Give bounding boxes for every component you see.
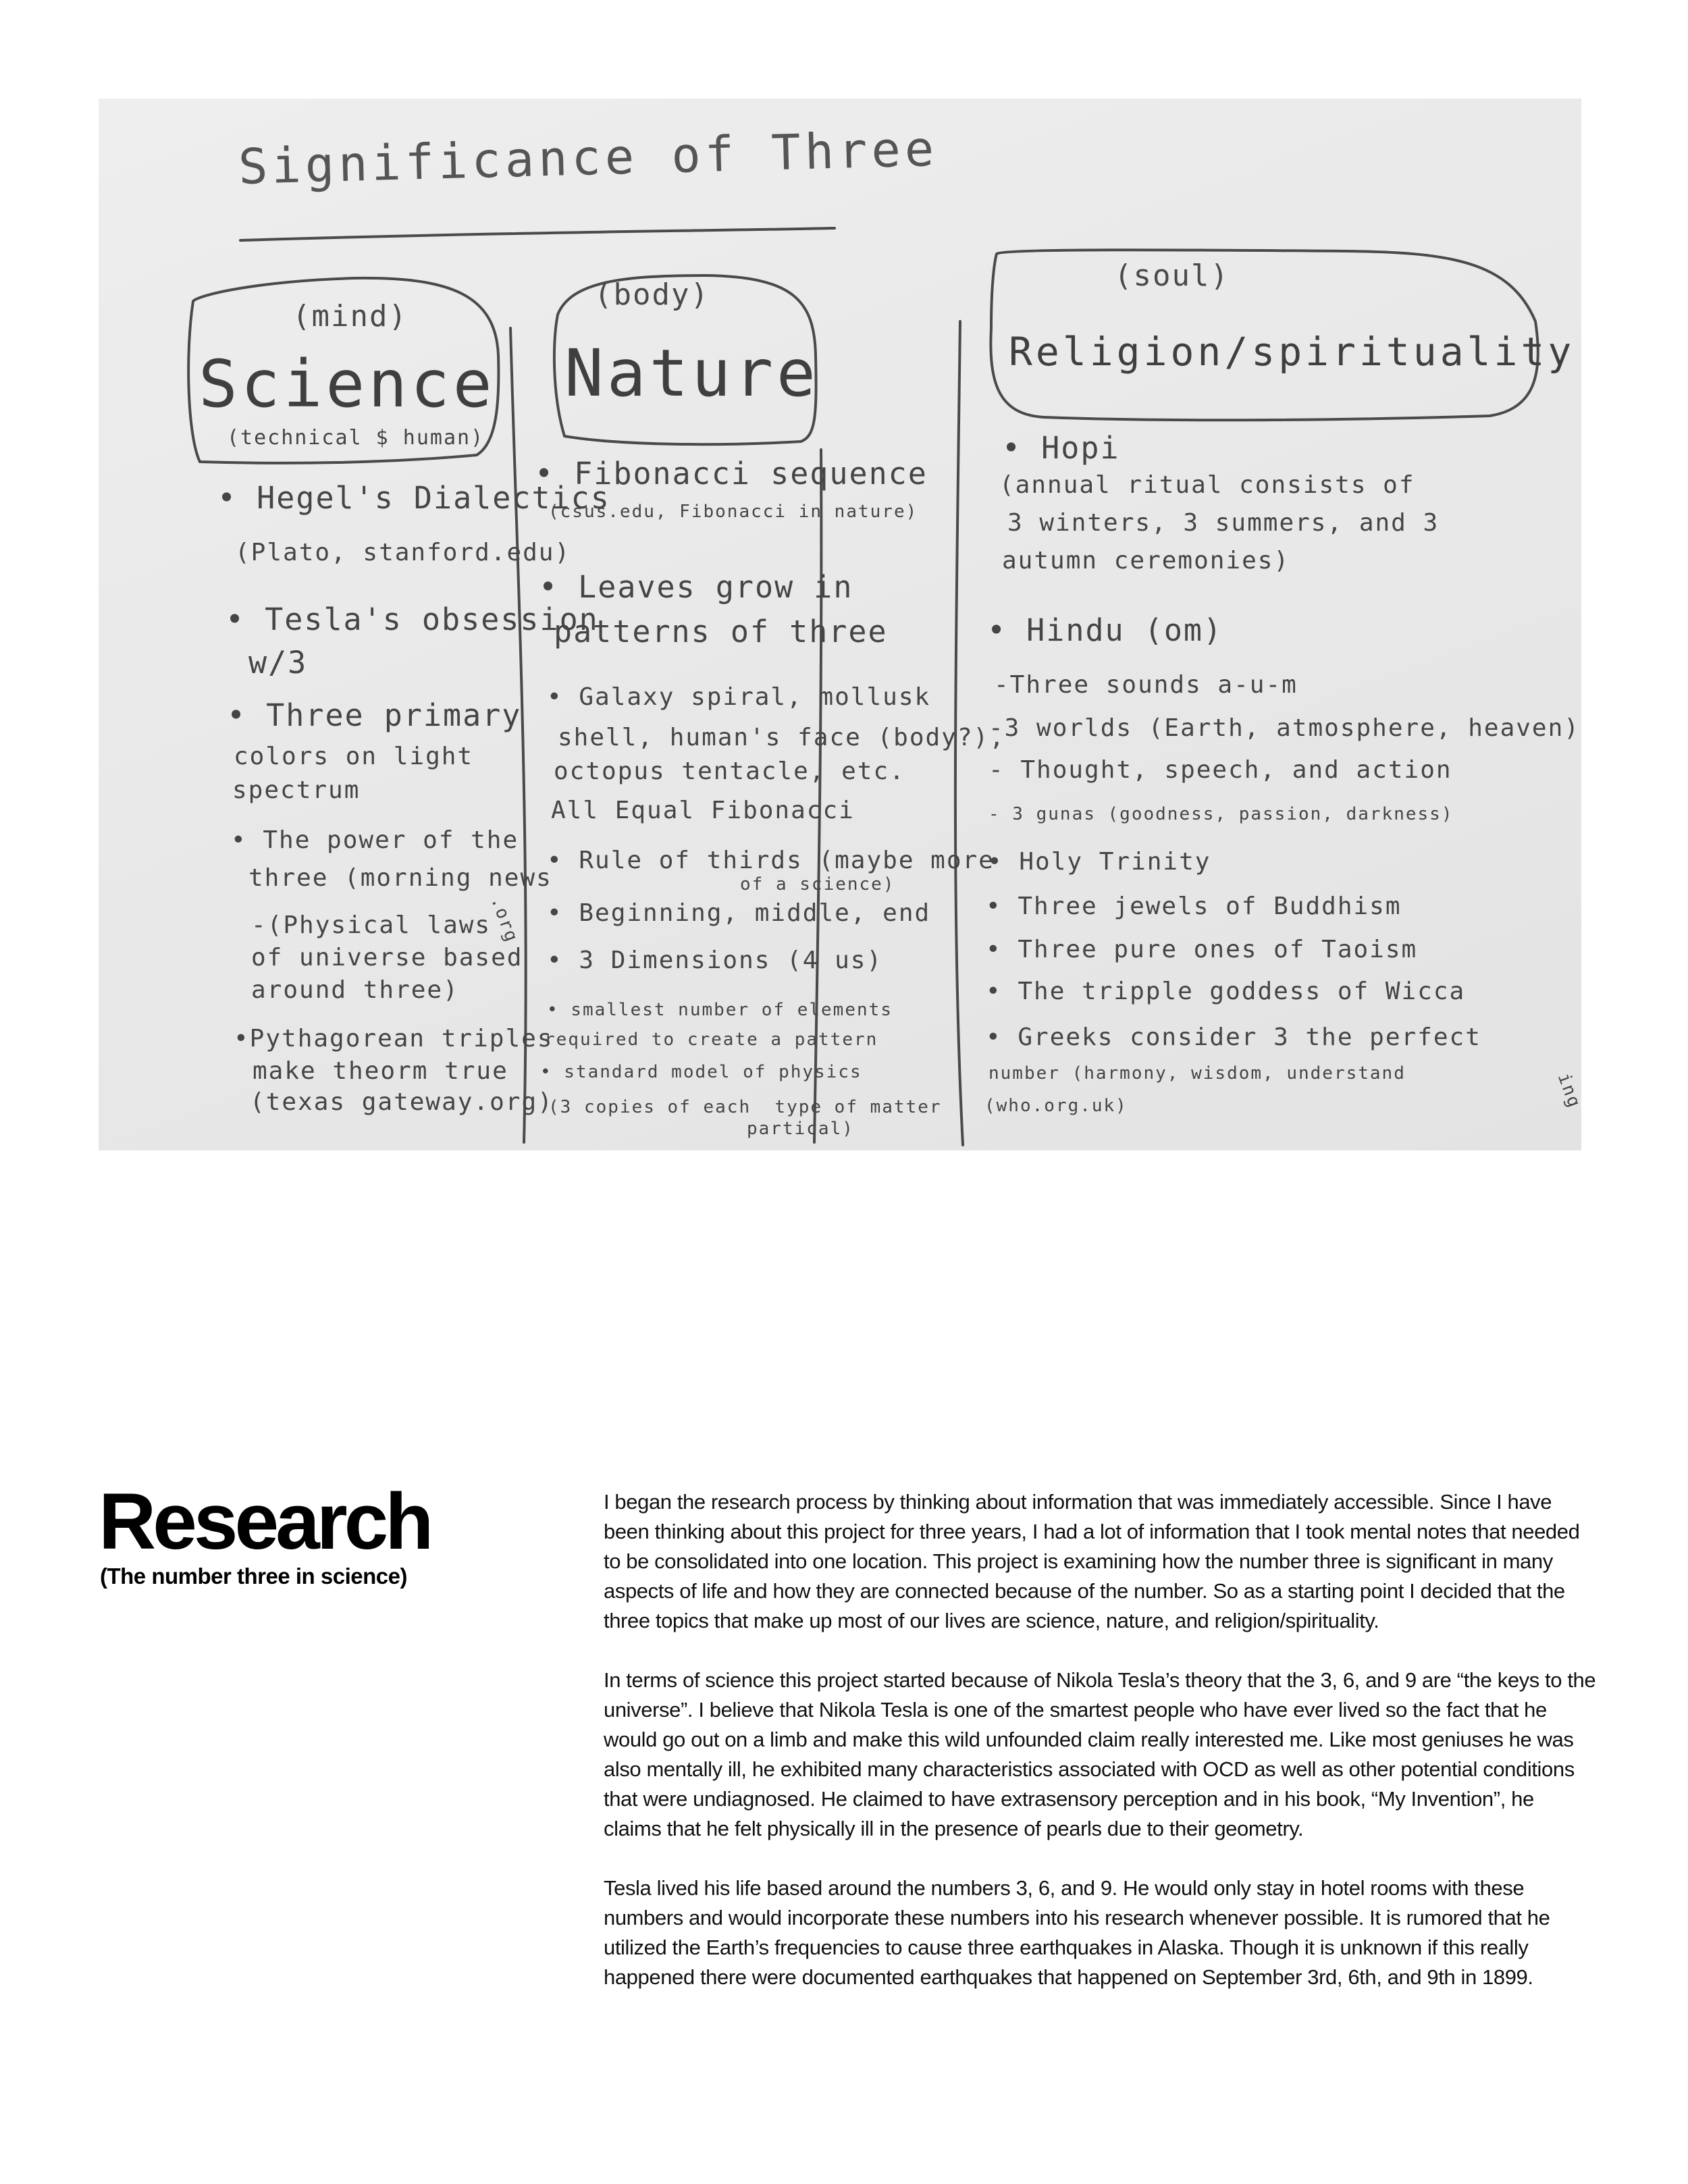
nature-item: partical) [747, 1119, 854, 1139]
science-item: • Three primary [227, 697, 522, 733]
nature-item: • Galaxy spiral, mollusk [547, 683, 931, 711]
nature-item: • Beginning, middle, end [547, 899, 931, 927]
science-item: around three) [251, 976, 459, 1004]
notes-photo [99, 99, 1585, 1150]
paragraph: I began the research process by thinking about information that was immediately accessible. Since I have been thinking about this project for three years, I had a lot of information that I took mental notes that needed to be consolidated into one location. This project is examining how the number three is significant in many aspects of life and how they are connected because of the number. So as a starting point I decided that the three topics that make up most of our lives are science, nature, and religion/spirituality. [604, 1490, 1580, 1632]
science-item: of universe based [251, 944, 523, 971]
nature-item: • smallest number of elements [547, 1000, 893, 1020]
body-text [604, 1487, 1596, 2022]
nature-item: • Leaves grow in [539, 569, 853, 605]
page-subtitle: (The number three in science) [100, 1564, 407, 1589]
religion-item: • The tripple goddess of Wicca [986, 978, 1466, 1005]
religion-item: • Three pure ones of Taoism [986, 936, 1418, 963]
science-item: make theorm true [253, 1057, 508, 1085]
science-item: (texas gateway.org) [250, 1088, 554, 1116]
paragraph: In terms of science this project started because of Nikola Tesla’s theory that the 3, 6, and 9 are “the keys to the universe”. I believe that Nikola Tesla is one of the smartest people who have ever lived so the fact that he would go out on a limb and make this wild unfounded claim really interested me. Like most geniuses he was also mentally ill, he exhibited many characteristics associated with OCD as well as other potential conditions that were undiagnosed. He claimed to have extrasensory perception and in his book, “My Invention”, he claims that he felt physically ill in the presence of pearls due to their geometry. [604, 1668, 1596, 1840]
religion-item: number (harmony, wisdom, understand [988, 1063, 1406, 1084]
religion-item: • Greeks consider 3 the perfect [986, 1023, 1481, 1051]
religion-item: - 3 gunas (goodness, passion, darkness) [988, 804, 1454, 824]
religion-heading: Religion/spirituality [1009, 329, 1575, 375]
science-tag: (mind) [292, 299, 408, 334]
title-underline [240, 228, 835, 240]
notes-title: Significance of Three [237, 119, 939, 195]
science-item: three (morning news [248, 864, 552, 892]
divider-left [510, 328, 526, 1142]
nature-item: of a science) [740, 874, 895, 895]
nature-item: All Equal Fibonacci [551, 797, 855, 824]
religion-item: • Three jewels of Buddhism [986, 893, 1402, 920]
religion-item: -Three sounds a-u-m [994, 671, 1298, 699]
science-subheading: (technical $ human) [227, 426, 485, 450]
nature-heading: Nature [564, 336, 819, 411]
nature-item: • Rule of thirds (maybe more [547, 847, 995, 874]
religion-tag: (soul) [1114, 259, 1230, 293]
nature-item: octopus tentacle, etc. [554, 757, 905, 785]
religion-item: (who.org.uk) [984, 1096, 1128, 1116]
paragraph: Tesla lived his life based around the numbers 3, 6, and 9. He would only stay in hotel rooms with these numbers and would incorporate these numbers into his research whenever possible. It is rumored that he utilized the Earth’s frequencies to cause three earthquakes in Alaska. Though it is unknown if this really happened there were documented earthquakes that happened on September 3rd, 6th, and 9th in 1899. [604, 1876, 1550, 1989]
science-item: • Tesla's obsession [226, 602, 599, 637]
religion-item: (annual ritual consists of [999, 471, 1415, 499]
science-item: •Pythagorean triples [234, 1025, 554, 1053]
science-margin-note: .org [486, 893, 523, 946]
religion-item: - Thought, speech, and action [988, 756, 1452, 784]
page-title: Research [99, 1477, 431, 1566]
science-item: w/3 [248, 645, 308, 681]
nature-item: shell, human's face (body?), [558, 724, 1005, 751]
nature-tag: (body) [594, 277, 710, 312]
nature-item: • standard model of physics [540, 1062, 862, 1082]
religion-item: • Hindu (om) [987, 612, 1223, 648]
science-heading: Science [199, 346, 496, 422]
science-item: (Plato, stanford.edu) [235, 539, 571, 566]
religion-margin-note: ing [1553, 1070, 1585, 1111]
science-item: -(Physical laws [251, 911, 492, 939]
science-item: spectrum [232, 776, 361, 804]
science-item: • Hegel's Dialectics [217, 480, 610, 516]
nature-item: (csus.edu, Fibonacci in nature) [548, 502, 918, 522]
religion-item: -3 worlds (Earth, atmosphere, heaven) [988, 714, 1580, 742]
science-item: • The power of the [231, 826, 519, 854]
nature-item: • 3 Dimensions (4 us) [547, 947, 883, 974]
nature-item: (3 copies of each type of matter [548, 1097, 942, 1117]
nature-item: patterns of three [554, 614, 888, 649]
science-item: colors on light [234, 743, 474, 770]
nature-item: • Fibonacci sequence [535, 456, 928, 491]
religion-item: 3 winters, 3 summers, and 3 [1007, 509, 1440, 537]
nature-item: required to create a pattern [544, 1030, 878, 1050]
religion-item: • Holy Trinity [987, 848, 1211, 876]
religion-item: • Hopi [1002, 430, 1120, 466]
religion-item: autumn ceremonies) [1002, 547, 1290, 575]
